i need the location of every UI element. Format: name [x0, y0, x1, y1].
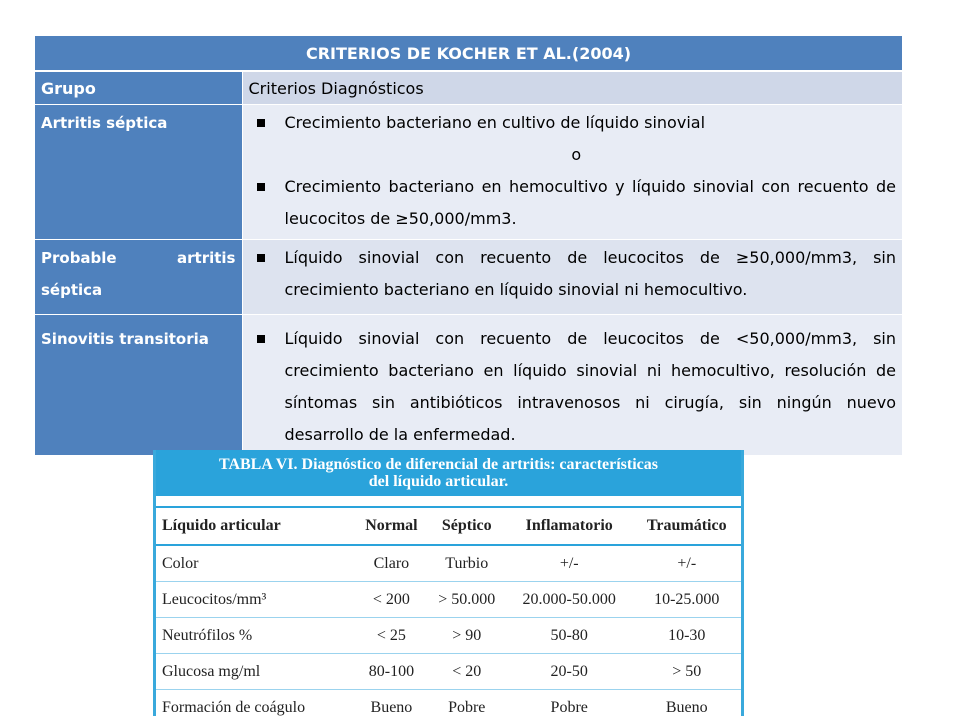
square-bullet-icon — [257, 171, 285, 235]
or-separator: o — [257, 139, 897, 171]
column-header: Traumático — [633, 507, 742, 545]
table-cell: 10-30 — [633, 618, 742, 654]
square-bullet-icon — [257, 107, 285, 139]
table-cell: < 200 — [355, 582, 427, 618]
column-header: Líquido articular — [156, 507, 355, 545]
tabla-vi-title-line: del líquido articular. — [136, 473, 741, 490]
square-bullet-icon — [257, 323, 285, 451]
table-cell: > 50 — [633, 654, 742, 690]
table-cell: < 25 — [355, 618, 427, 654]
group-label-line: Probable artritis — [41, 242, 236, 274]
criteria-bullet — [257, 323, 897, 451]
table-cell: Glucosa mg/ml — [156, 654, 355, 690]
criteria-text: Crecimiento bacteriano en hemocultivo y líquido sinovial con recuento de leucocitos de ≥50,000/mm3. — [285, 171, 897, 235]
table-cell: Pobre — [428, 690, 506, 725]
table-cell: Neutrófilos % — [156, 618, 355, 654]
table-cell: 50-80 — [506, 618, 633, 654]
tabla-vi-figure — [153, 450, 744, 716]
table-cell: > 90 — [428, 618, 506, 654]
table-row — [35, 240, 902, 315]
table-cell: 20.000-50.000 — [506, 582, 633, 618]
group-label-line: séptica — [41, 274, 236, 306]
criteria-text: Líquido sinovial con recuento de leucocitos de <50,000/mm3, sin crecimiento bacteriano en líquido sinovial ni hemocultivo, resolución de síntomas sin antibióticos intravenosos ni cirugía, sin ningún nuevo desarrollo de la enfermedad. — [285, 323, 897, 451]
table-cell: Pobre — [506, 690, 633, 725]
table-cell: +/- — [633, 545, 742, 582]
table-cell: > 50.000 — [428, 582, 506, 618]
kocher-criteria-table — [35, 36, 902, 456]
criteria-text: Crecimiento bacteriano en cultivo de líquido sinovial — [285, 107, 897, 139]
group-cell — [35, 240, 242, 315]
column-header-group: Grupo — [35, 71, 242, 105]
criteria-cell — [242, 105, 902, 240]
table-cell: < 20 — [428, 654, 506, 690]
table-row — [35, 315, 902, 456]
table-row — [156, 654, 741, 690]
column-header: Normal — [355, 507, 427, 545]
table-row — [156, 545, 741, 582]
table-cell: Bueno — [633, 690, 742, 725]
table-cell: Leucocitos/mm³ — [156, 582, 355, 618]
table-cell: Formación de coágulo — [156, 690, 355, 725]
table-row — [156, 618, 741, 654]
table-cell: Color — [156, 545, 355, 582]
criteria-bullet — [257, 171, 897, 235]
column-header: Séptico — [428, 507, 506, 545]
tabla-vi-title — [156, 450, 741, 496]
table-row — [35, 105, 902, 240]
table-cell: Bueno — [355, 690, 427, 725]
criteria-cell — [242, 240, 902, 315]
criteria-bullet — [257, 242, 897, 306]
square-bullet-icon — [257, 242, 285, 306]
criteria-bullet — [257, 107, 897, 139]
criteria-text: Líquido sinovial con recuento de leucocitos de ≥50,000/mm3, sin crecimiento bacteriano en líquido sinovial ni hemocultivo. — [285, 242, 897, 306]
table-cell: Claro — [355, 545, 427, 582]
table-header-row — [156, 507, 741, 545]
group-cell: Sinovitis transitoria — [35, 315, 242, 456]
kocher-table-title: CRITERIOS DE KOCHER ET AL.(2004) — [35, 36, 902, 71]
table-cell: 10-25.000 — [633, 582, 742, 618]
tabla-vi-title-line: TABLA VI. Diagnóstico de diferencial de artritis: características — [136, 456, 741, 473]
table-cell: +/- — [506, 545, 633, 582]
column-header-criteria: Criterios Diagnósticos — [242, 71, 902, 105]
table-row — [156, 582, 741, 618]
table-cell: 20-50 — [506, 654, 633, 690]
group-cell: Artritis séptica — [35, 105, 242, 240]
synovial-fluid-table — [156, 506, 741, 725]
column-header: Inflamatorio — [506, 507, 633, 545]
table-cell: 80-100 — [355, 654, 427, 690]
criteria-cell — [242, 315, 902, 456]
table-cell: Turbio — [428, 545, 506, 582]
